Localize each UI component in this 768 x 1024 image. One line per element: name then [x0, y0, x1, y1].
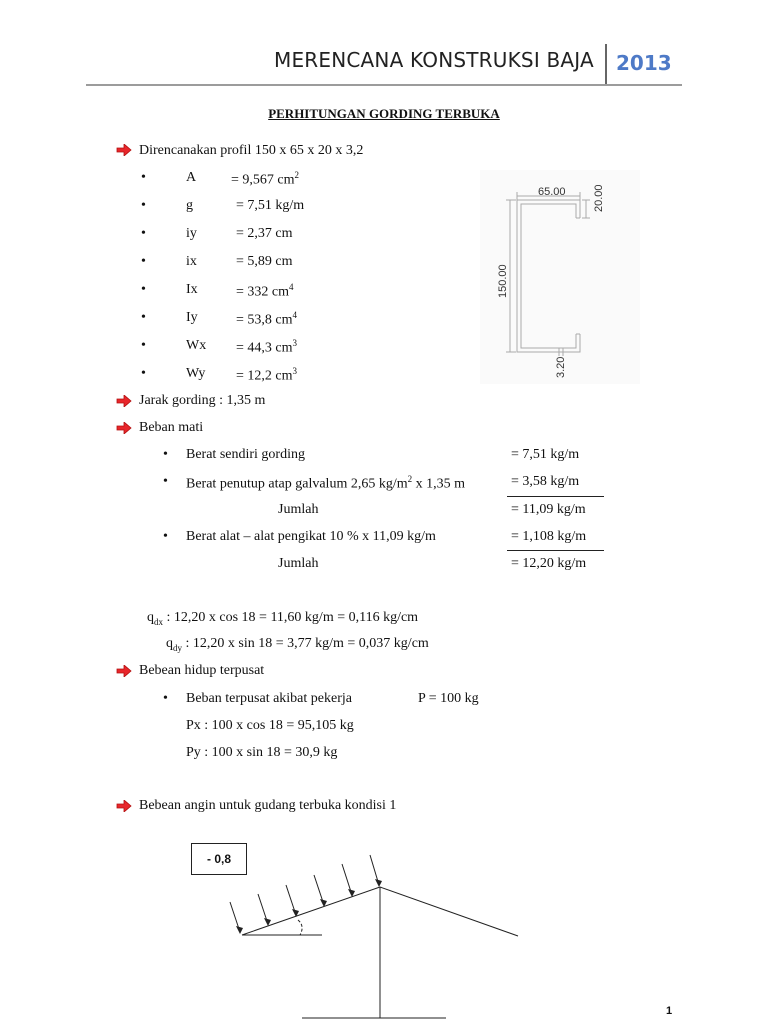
berat-sendiri-label: Berat sendiri gording: [186, 447, 305, 462]
jumlah-1-label: Jumlah: [278, 502, 319, 517]
wind-load-diagram: [220, 850, 530, 1022]
arrow-bullet-icon: [116, 665, 132, 677]
property-symbol: Wy: [186, 366, 206, 381]
profile-heading: Direncanakan profil 150 x 65 x 20 x 3,2: [139, 143, 364, 158]
page-number: 1: [666, 1005, 673, 1017]
fig-width-label: 65.00: [538, 186, 566, 198]
beban-mati-heading: Beban mati: [139, 420, 204, 435]
beban-pekerja-label: Beban terpusat akibat pekerja: [186, 691, 352, 706]
header-separator: [605, 44, 607, 86]
jarak-gording: Jarak gording : 1,35 m: [139, 393, 266, 408]
jumlah-2-value: = 12,20 kg/m: [511, 556, 587, 571]
property-symbol: Iy: [186, 310, 198, 325]
berat-penutup-value: = 3,58 kg/m: [511, 474, 580, 489]
running-header-year: 2013: [616, 51, 672, 75]
property-symbol: ix: [186, 254, 197, 269]
sum-rule: [507, 550, 604, 551]
bullet-dot: •: [141, 226, 146, 241]
fig-height-label: 150.00: [497, 264, 509, 298]
arrow-bullet-icon: [116, 800, 132, 812]
beban-hidup-heading: Bebean hidup terpusat: [139, 663, 265, 678]
bullet-dot: •: [141, 310, 146, 325]
property-symbol: Wx: [186, 338, 207, 353]
arrow-bullet-icon: [116, 395, 132, 407]
berat-alat-label: Berat alat – alat pengikat 10 % x 11,09 kg/m: [186, 529, 436, 544]
px-line: Px : 100 x cos 18 = 95,105 kg: [186, 718, 354, 733]
running-header-title: MERENCANA KONSTRUKSI BAJA: [274, 48, 594, 72]
arrow-bullet-icon: [116, 144, 132, 156]
property-value: = 5,89 cm: [236, 254, 293, 269]
property-symbol: iy: [186, 226, 197, 241]
property-symbol: g: [186, 198, 193, 213]
qdx-line: $q_{dx}$ : 12,20 x cos 18 = 11,60 kg/m = 0,116 kg/cm: [147, 610, 419, 627]
property-value: = 7,51 kg/m: [236, 198, 305, 213]
sum-rule: [507, 496, 604, 497]
arrow-bullet-icon: [116, 422, 132, 434]
jumlah-2-label: Jumlah: [278, 556, 319, 571]
jumlah-1-value: = 11,09 kg/m: [511, 502, 586, 517]
bullet-dot: •: [141, 366, 146, 381]
bullet-dot: •: [163, 691, 168, 706]
property-value: = 2,37 cm: [236, 226, 293, 241]
bullet-dot: •: [141, 254, 146, 269]
property-value: = 12,2 $cm^3$: [236, 366, 297, 384]
berat-sendiri-value: = 7,51 kg/m: [511, 447, 580, 462]
bullet-dot: •: [163, 529, 168, 544]
bullet-dot: •: [163, 474, 168, 489]
beban-p-value: P = 100 kg: [418, 691, 479, 706]
page-title: PERHITUNGAN GORDING TERBUKA: [268, 106, 500, 121]
c-profile-figure: [480, 170, 640, 384]
berat-alat-value: = 1,108 kg/m: [511, 529, 587, 544]
bullet-dot: •: [141, 282, 146, 297]
header-rule: [86, 84, 682, 86]
bullet-dot: •: [141, 338, 146, 353]
wind-coefficient-box: - 0,8: [191, 843, 247, 875]
berat-penutup-label: Berat penutup atap galvalum 2,65 $kg/m^2$ x 1,35 m: [186, 474, 466, 492]
bullet-dot: •: [141, 170, 146, 185]
bullet-dot: •: [141, 198, 146, 213]
fig-lip-label: 20.00: [593, 184, 605, 212]
bullet-dot: •: [163, 447, 168, 462]
property-value: = 53,8 $cm^4$: [236, 310, 297, 328]
property-value: = 44,3 $cm^3$: [236, 338, 297, 356]
property-symbol: A: [186, 170, 197, 185]
qdy-line: $q_{dy}$ : 12,20 x sin 18 = 3,77 kg/m = 0,037 kg/cm: [166, 636, 429, 653]
py-line: Py : 100 x sin 18 = 30,9 kg: [186, 745, 338, 760]
beban-angin-heading: Bebean angin untuk gudang terbuka kondisi 1: [139, 798, 397, 813]
property-value: = 332 $cm^4$: [236, 282, 294, 300]
property-value: = 9,567 $cm^2$: [231, 170, 299, 188]
fig-thickness-label: 3.20: [555, 356, 567, 378]
property-symbol: Ix: [186, 282, 198, 297]
